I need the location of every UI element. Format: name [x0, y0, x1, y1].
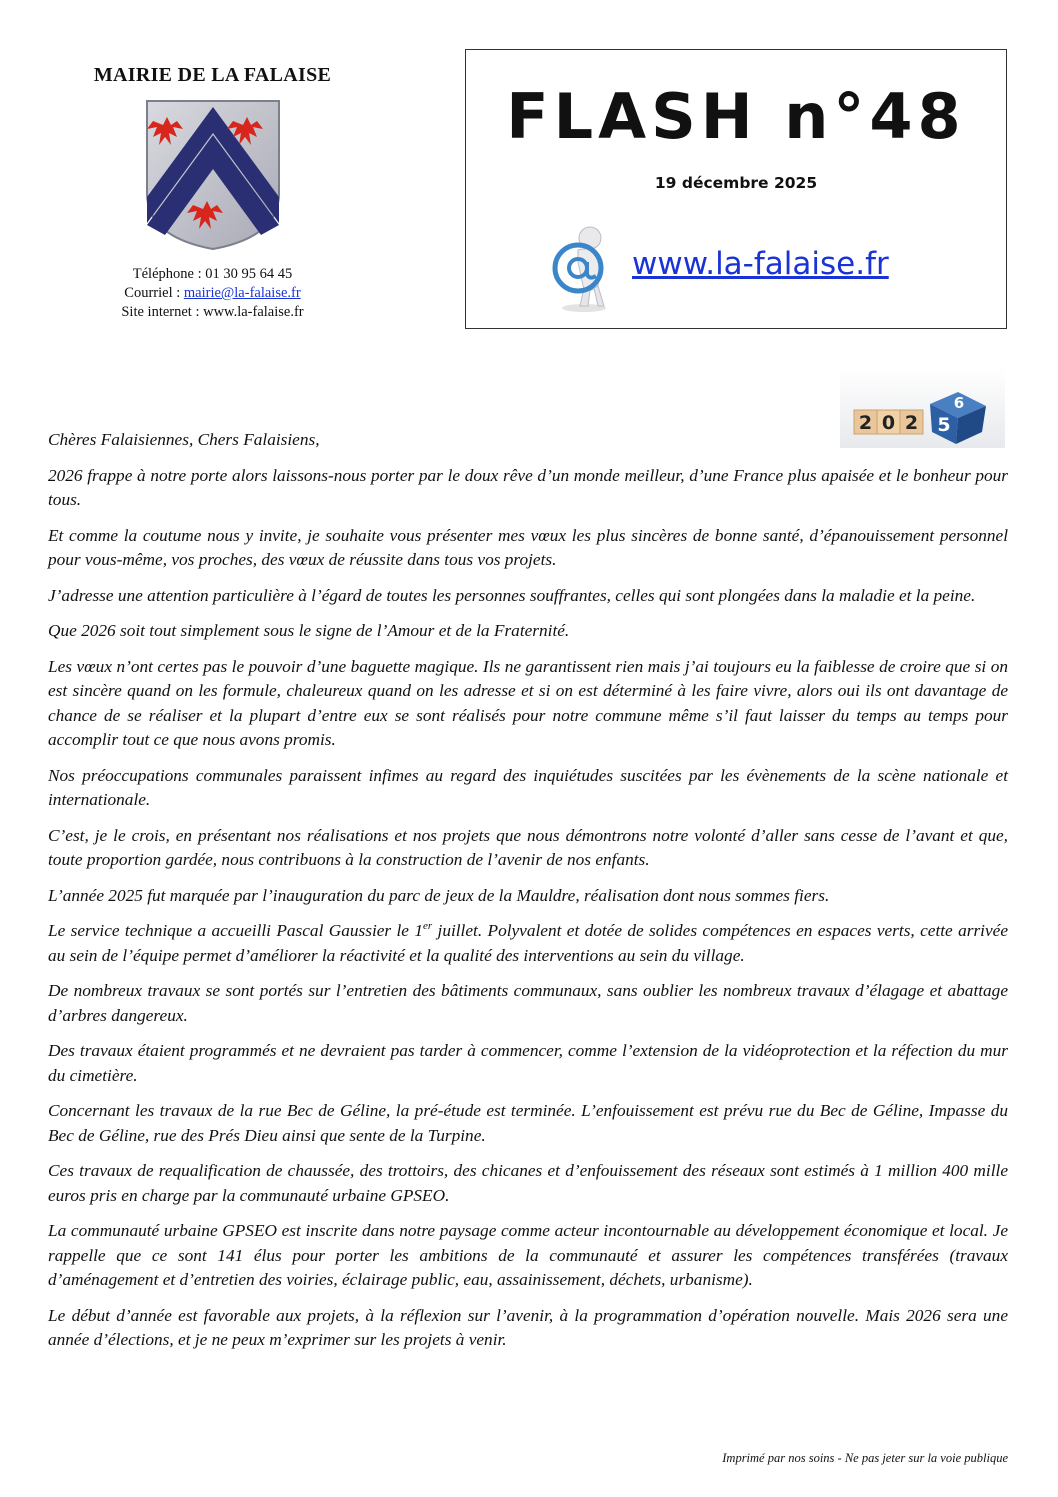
- dice-front-digit: 5: [937, 414, 951, 436]
- superscript: er: [422, 920, 433, 933]
- flash-date: 19 décembre 2025: [654, 174, 818, 192]
- paragraph: C’est, je le crois, en présentant nos réalisations et nos projets que nous démontrons notre volonté d’aller sans cesse de l’avant et que, toute proportion gardée, nous contribuons à la construction de l’avenir de nos enfants.: [48, 825, 1008, 869]
- mairie-header: [60, 64, 365, 322]
- flash-title: FLASH n°48: [506, 80, 966, 153]
- paragraph: Que 2026 soit tout simplement sous le signe de l’Amour et de la Fraternité.: [48, 621, 570, 640]
- paragraph: 2026 frappe à notre porte alors laissons-nous porter par le doux rêve d’un monde meilleur, d’une France plus apaisée et le bonheur pour tous.: [48, 465, 1008, 509]
- dice-digit: 2: [904, 412, 919, 434]
- paragraph: Concernant les travaux de la rue Bec de Géline, la pré-étude est terminée. L’enfouissement est prévu rue du Bec de Géline, Impasse du Bec de Géline, rue des Prés Dieu ainsi que sente de la Turpine.: [48, 1101, 1008, 1145]
- flash-box: [465, 49, 1007, 329]
- email-line: [60, 284, 365, 303]
- paragraph: [48, 919, 1008, 968]
- paragraph: Nos préoccupations communales paraissent infimes au regard des inquiétudes suscitées par les évènements de la scène nationale et internationale.: [48, 765, 1008, 809]
- paragraph: Des travaux étaient programmés et ne devraient pas tarder à commencer, comme l’extension de la vidéoprotection et la réfection du mur du cimetière.: [48, 1041, 1008, 1085]
- letter-body: [48, 428, 1008, 1364]
- contact-block: [60, 265, 365, 322]
- paragraph: Les vœux n’ont certes pas le pouvoir d’une baguette magique. Ils ne garantissent rien mais j’ai toujours eu la faiblesse de croire que si on est sincère quand on les formule, chaleureux quand on les adresse et si on est déterminé à les faire vivre, alors oui ils ont davantage de chance de se réaliser et la plupart d’entre eux se sont réalisés pour notre commune même s’il faut laisser du temps au temps pour accomplir tout ce que nous avons promis.: [48, 656, 1008, 749]
- footer-note: Imprimé par nos soins - Ne pas jeter sur la voie publique: [722, 1451, 1008, 1465]
- email-label: Courriel :: [124, 285, 184, 301]
- dice-digit: 0: [881, 412, 896, 434]
- dice-digit: 2: [858, 412, 873, 434]
- paragraph-part: juillet. Polyvalent et dotée de solides compétences en espaces verts, cette arrivée au sein de l’équipe permet d’améliorer la réactivité et la qualité des interventions au sein du village.: [48, 921, 1008, 965]
- paragraph: La communauté urbaine GPSEO est inscrite dans notre paysage comme acteur incontournable au développement économique et local. Je rappelle que ce sont 141 élus pour porter les ambitions de la communauté et assurer les compétences transférées (travaux d’aménagement et d’entretien des voiries, éclairage public, eau, assainissement, déchets, urbanisme).: [48, 1221, 1008, 1289]
- paragraph: Le début d’année est favorable aux projets, à la réflexion sur l’avenir, à la programmation d’opération nouvelle. Mais 2026 sera une année d’élections, et je ne peux m’exprimer sur les projets à venir.: [48, 1305, 1008, 1349]
- paragraph-part: Le service technique a accueilli Pascal Gaussier le 1: [48, 921, 423, 940]
- email-link[interactable]: mairie@la-falaise.fr: [183, 285, 301, 301]
- paragraph: J’adresse une attention particulière à l’égard de toutes les personnes souffrantes, celles qui sont plongées dans la maladie et la peine.: [48, 585, 976, 605]
- phone-line: Téléphone : 01 30 95 64 45: [132, 266, 293, 282]
- at-sign-figure-icon: [548, 222, 620, 312]
- paragraph: Et comme la coutume nous y invite, je souhaite vous présenter mes vœux les plus sincères de bonne santé, d’épanouissement personnel pour vous-même, vos proches, des vœux de réussite dans tous vos projets.: [48, 525, 1008, 569]
- website-link[interactable]: www.la-falaise.fr: [632, 246, 889, 282]
- coat-of-arms-icon: [143, 97, 283, 251]
- paragraph: De nombreux travaux se sont portés sur l’entretien des bâtiments communaux, sans oublier les nombreux travaux d’élagage et abattage d’arbres dangereux.: [48, 981, 1008, 1025]
- salutation: Chères Falaisiennes, Chers Falaisiens,: [48, 430, 320, 449]
- mairie-title: MAIRIE DE LA FALAISE: [93, 64, 332, 86]
- website-line: Site internet : www.la-falaise.fr: [121, 304, 304, 320]
- dice-top-digit: 6: [953, 394, 965, 412]
- paragraph: L’année 2025 fut marquée par l’inauguration du parc de jeux de la Mauldre, réalisation dont nous sommes fiers.: [48, 885, 830, 905]
- paragraph: Ces travaux de requalification de chaussée, des trottoirs, des chicanes et d’enfouissement des réseaux sont estimés à 1 million 400 mille euros pris en charge par la communauté urbaine GPSEO.: [48, 1161, 1008, 1205]
